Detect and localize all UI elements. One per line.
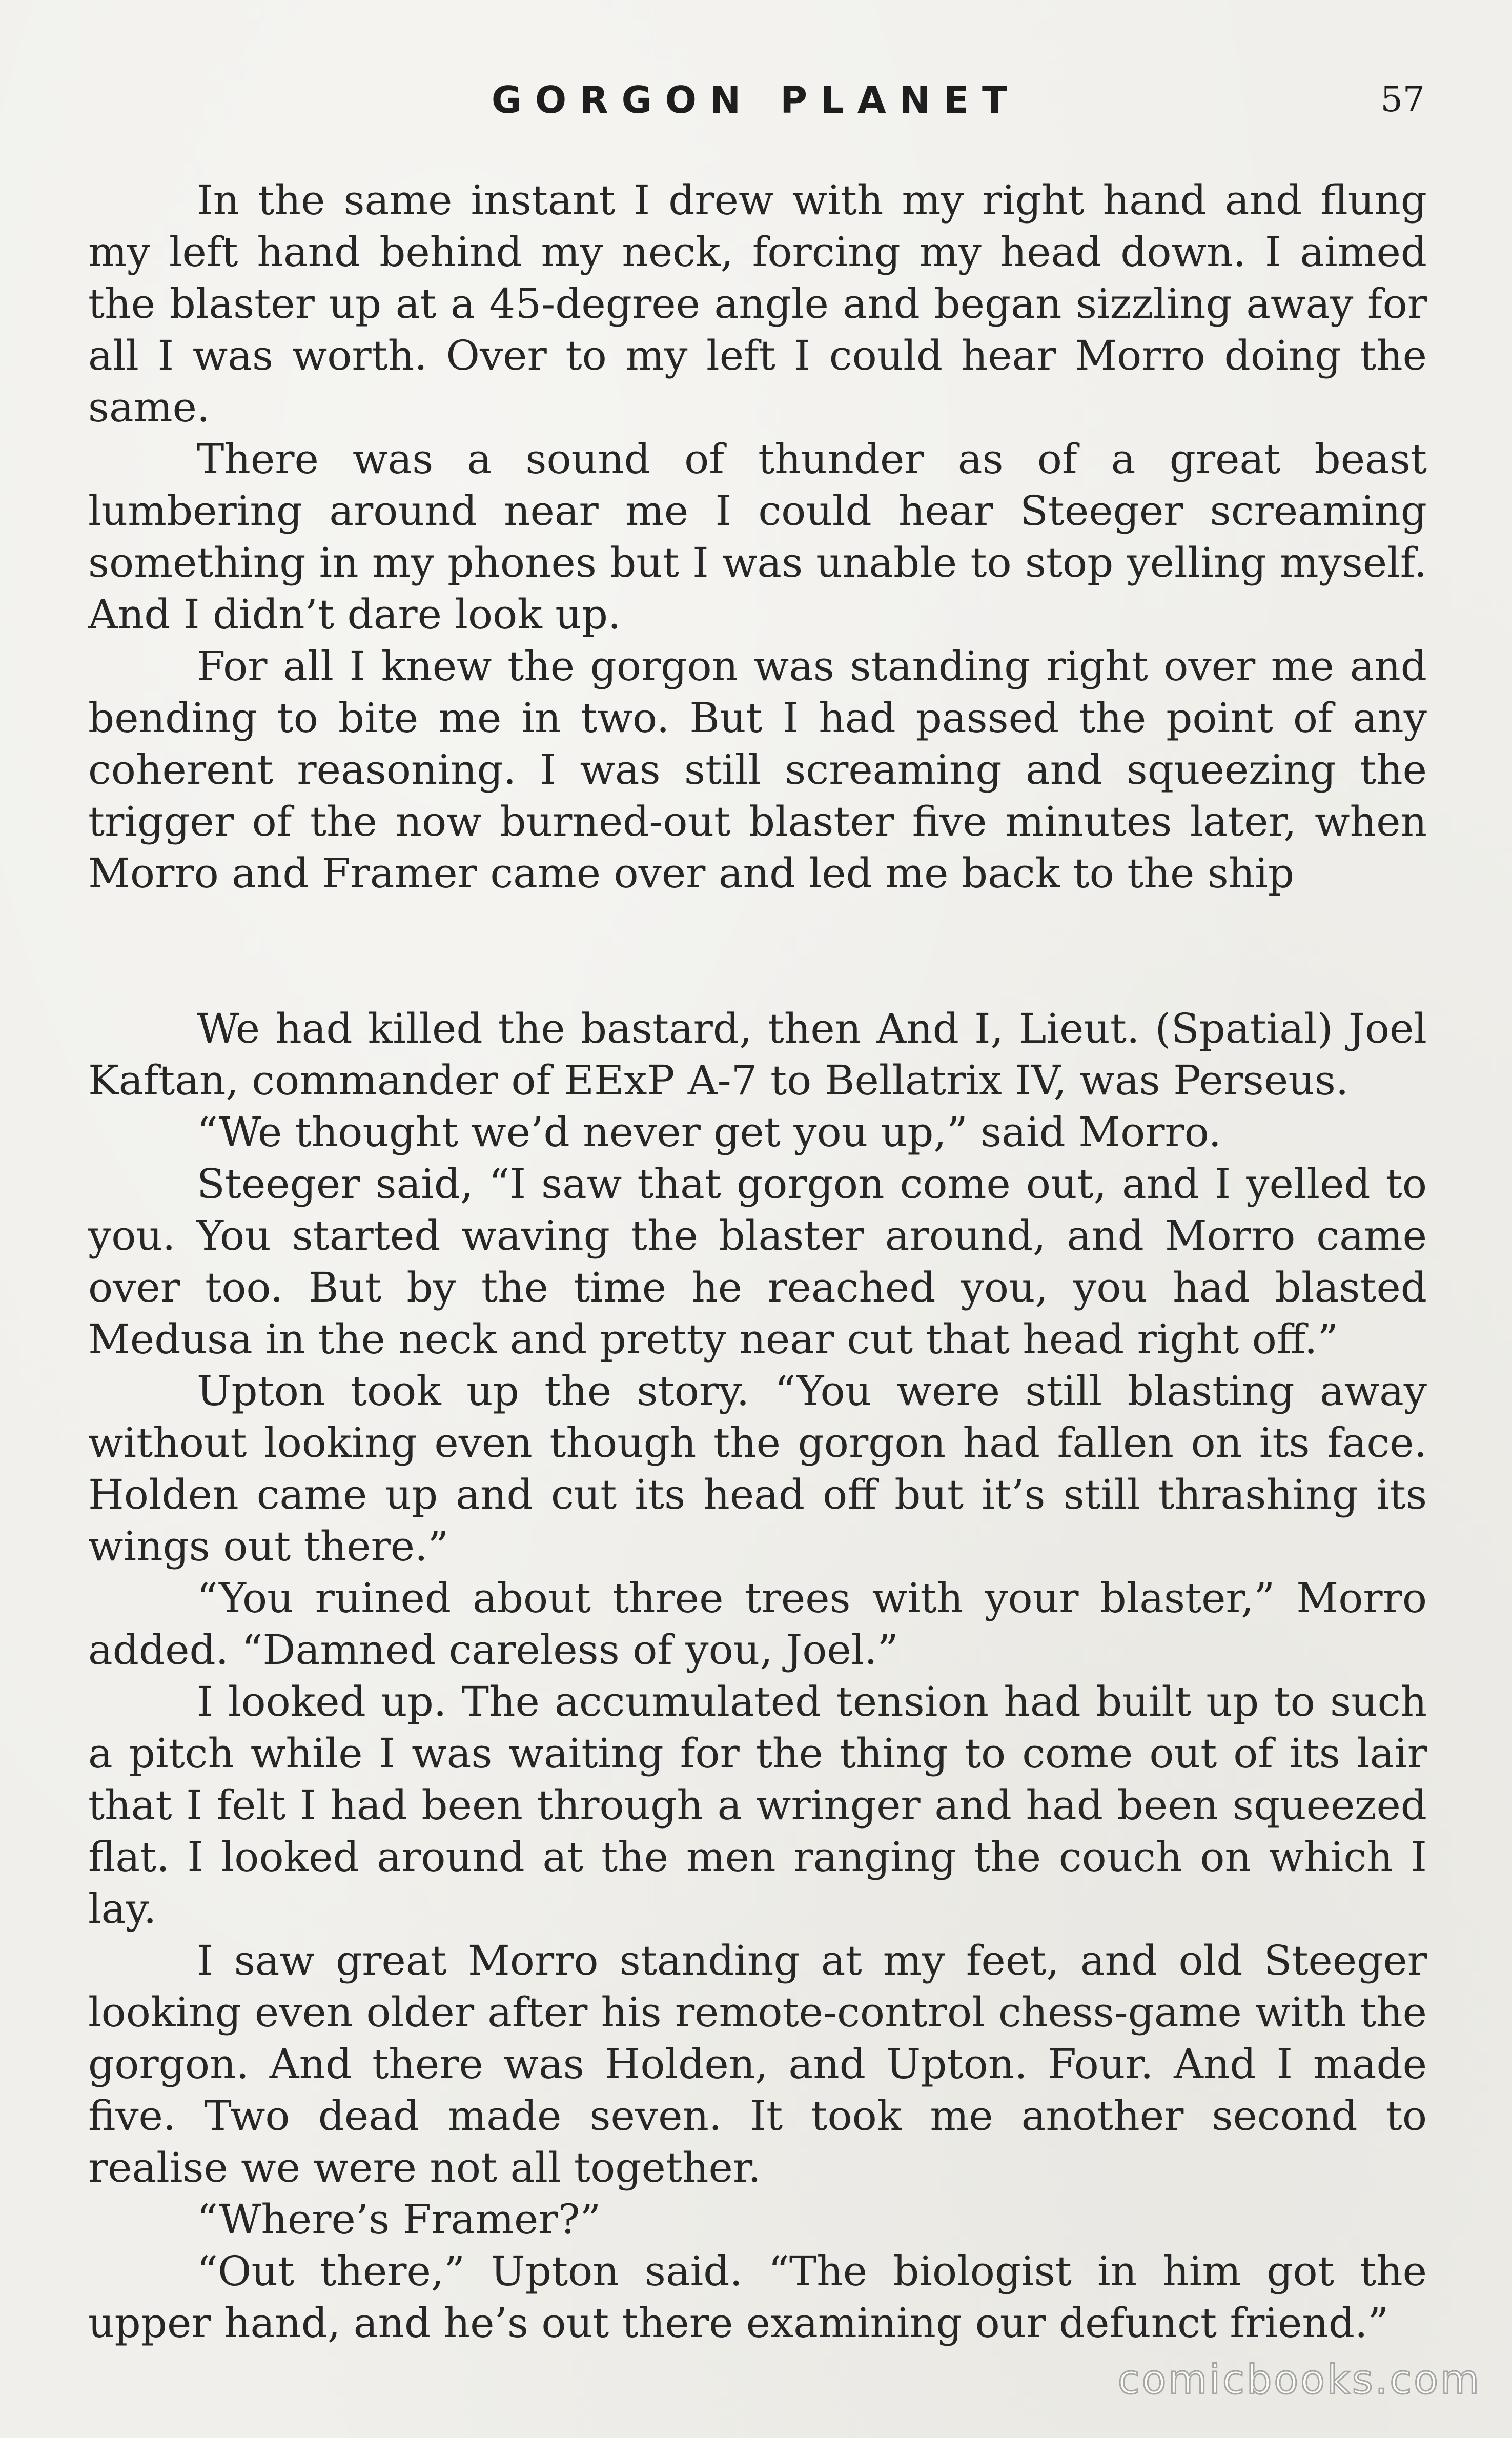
paragraph: We had killed the bastard, then And I, Lieut. (Spatial) Joel Kaftan, commander of EExP A-7 to Bellatrix IV, was Perseus. [88,1005,1427,1104]
paragraph: I looked up. The accumulated tension had built up to such a pitch while I was waiting for the thing to come out of its lair that I felt I had been through a wringer and had been squeezed flat. I looked around at the men ranging the couch on which I lay. [88,1678,1427,1933]
paragraph: There was a sound of thunder as of a great beast lumbering around near me I could hear Steeger screaming something in my phones but I was unable to stop yelling myself. And I didn’t dare look up. [88,435,1427,638]
paragraph: For all I knew the gorgon was standing right over me and bending to bite me in two. But I had passed the point of any coherent reasoning. I was still screaming and squeezing the trigger of the now burned-out blaster five minutes later, when Morro and Framer came over and led me back to the ship [88,642,1427,897]
section-break [88,899,1427,1003]
paragraph: “We thought we’d never get you up,” said Morro. [197,1108,1221,1156]
site-watermark: comicbooks.com [1117,2357,1481,2403]
paragraph: Upton took up the story. “You were still blasting away without looking even though the gorgon had fallen on its face. Holden came up and cut its head off but it’s still thrashing its wings out there.” [88,1367,1427,1570]
paragraph: In the same instant I drew with my right hand and flung my left hand behind my neck, forcing my head down. I aimed the blaster up at a 45-degree angle and began sizzling away for all I was worth. Over to my left I could hear Morro doing the same. [88,176,1427,431]
running-head-title: GORGON PLANET [491,78,1021,121]
page-header [0,72,1512,128]
paragraph: Steeger said, “I saw that gorgon come out, and I yelled to you. You started waving the blaster around, and Morro came over too. But by the time he reached you, you had blasted Medusa in the neck and pretty near cut that head right off.” [88,1160,1427,1363]
paragraph: I saw great Morro standing at my feet, and old Steeger looking even older after his remote-control chess-game with the gorgon. And there was Holden, and Upton. Four. And I made five. Two dead made seven. It took me another second to realise we were not all together. [88,1937,1427,2191]
paragraph: “You ruined about three trees with your blaster,” Morro added. “Damned careless of you, Joel.” [88,1574,1427,1674]
paragraph: “Where’s Framer?” [197,2196,601,2243]
story-text [88,174,1427,2349]
page-number: 57 [1380,79,1425,120]
paragraph: “Out there,” Upton said. “The biologist in him got the upper hand, and he’s out there examining our defunct friend.” [88,2247,1427,2347]
